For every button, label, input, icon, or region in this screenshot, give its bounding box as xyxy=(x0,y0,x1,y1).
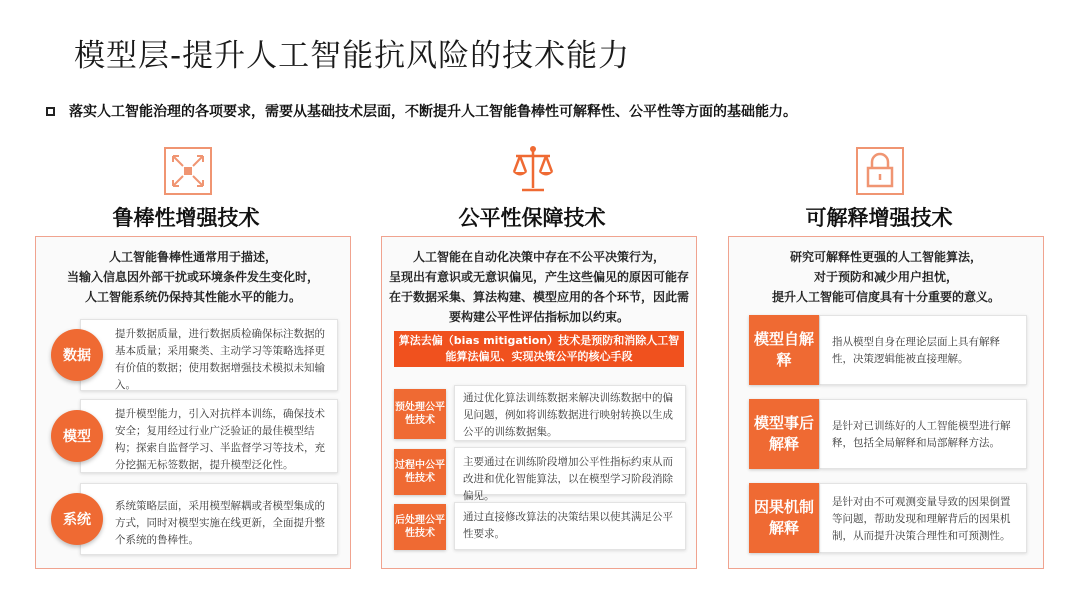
explain-item-posthoc xyxy=(819,399,1027,469)
lock-icon xyxy=(855,146,905,196)
item-text: 是针对已训练好的人工智能模型进行解释，包括全局解释和局部解释方法。 xyxy=(832,420,1011,449)
column-title-fairness: 公平性保障技术 xyxy=(458,206,606,230)
item-label-circle: 数据 xyxy=(51,329,103,381)
item-text: 提升模型能力，引入对抗样本训练，确保技术安全；复用经过行业广泛验证的最佳模型结构；探索自监督学习、半监督学习等技术，充分挖掘无标签数据，提升模型泛化性。 xyxy=(115,408,325,471)
fair-item-post xyxy=(454,502,686,550)
page-title: 模型层-提升人工智能抗风险的技术能力 xyxy=(74,38,631,74)
fair-item-in xyxy=(454,447,686,502)
bullet-square-icon xyxy=(46,107,55,116)
item-label-circle: 模型 xyxy=(51,410,103,462)
explain-tag: 因果机制解释 xyxy=(749,483,819,553)
panel-intro: 研究可解释性更强的人工智能算法， 对于预防和减少用户担忧， 提升人工智能可信度具有十分重要的意义。 xyxy=(771,250,1000,304)
bias-mitigation-banner: 算法去偏（bias mitigation）技术是预防和消除人工智能算法偏见、实现决策公平的核心手段 xyxy=(394,331,684,367)
arrows-expand-icon xyxy=(163,146,213,196)
subtitle-text: 落实人工智能治理的各项要求，需要从基础技术层面，不断提升人工智能鲁棒性可解释性、公平性等方面的基础能力。 xyxy=(69,104,797,120)
item-text: 通过优化算法训练数据来解决训练数据中的偏见问题，例如将训练数据进行映射转换以生成公平的训练数据集。 xyxy=(463,392,673,438)
stage-tag: 后处理公平性技术 xyxy=(394,504,446,550)
panel-robustness xyxy=(35,236,351,569)
explain-item-self xyxy=(819,315,1027,385)
item-label-circle: 系统 xyxy=(51,493,103,545)
robust-item-data xyxy=(80,319,338,391)
fair-item-pre xyxy=(454,385,686,441)
column-title-explainability: 可解释增强技术 xyxy=(805,206,953,230)
explain-tag: 模型事后解释 xyxy=(749,399,819,469)
explain-tag: 模型自解释 xyxy=(749,315,819,385)
stage-tag: 预处理公平性技术 xyxy=(394,389,446,439)
robust-item-model xyxy=(80,399,338,473)
item-text: 主要通过在训练阶段增加公平性指标约束从而改进和优化智能算法，以在模型学习阶段消除偏见。 xyxy=(463,456,673,502)
explain-item-causal xyxy=(819,483,1027,553)
panel-intro: 人工智能在自动化决策中存在不公平决策行为， 呈现出有意识或无意识偏见，产生这些偏见的原因可能存在于数据采集、算法构建、模型应用的各个环节，因此需要构建公平性评估指标加以约束。 xyxy=(388,250,689,324)
scales-icon xyxy=(508,144,558,194)
panel-explainability xyxy=(728,236,1044,569)
item-text: 是针对由不可观测变量导致的因果倒置等问题，帮助发现和理解背后的因果机制，从而提升决策合理性和可预测性。 xyxy=(832,496,1011,542)
item-text: 系统策略层面，采用模型解耦或者模型集成的方式，同时对模型实施在线更新，全面提升整个系统的鲁棒性。 xyxy=(115,500,325,546)
item-text: 提升数据质量，进行数据质检确保标注数据的基本质量；采用聚类、主动学习等策略选择更有价值的数据；使用数据增强技术模拟未知输入。 xyxy=(115,328,325,391)
subtitle-line xyxy=(46,101,797,121)
panel-fairness xyxy=(381,236,697,569)
item-text: 指从模型自身在理论层面上具有解释性，决策逻辑能被直接理解。 xyxy=(832,336,1000,365)
item-text: 通过直接修改算法的决策结果以使其满足公平性要求。 xyxy=(463,511,673,540)
panel-intro: 人工智能鲁棒性通常用于描述， 当输入信息因外部干扰或环境条件发生变化时， 人工智能系统仍保持其性能水平的能力。 xyxy=(66,250,319,304)
stage-tag: 过程中公平性技术 xyxy=(394,449,446,495)
robust-item-system xyxy=(80,483,338,555)
column-title-robustness: 鲁棒性增强技术 xyxy=(112,206,260,230)
